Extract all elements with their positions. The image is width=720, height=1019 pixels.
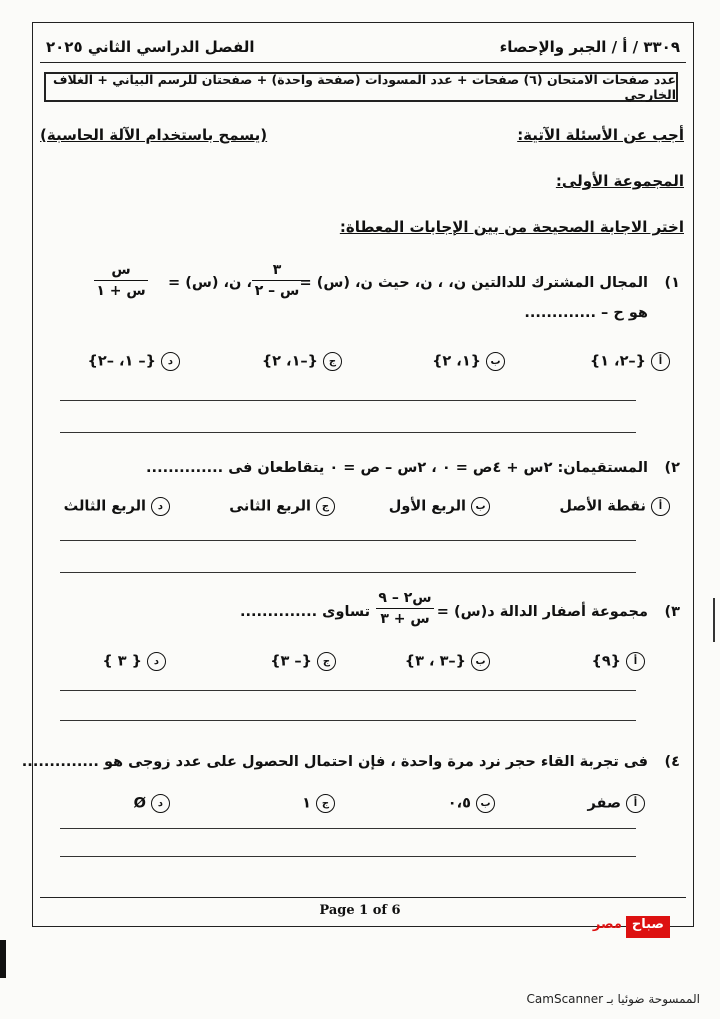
option-letter-circle: د xyxy=(151,794,170,813)
q1-fraction-1 xyxy=(252,262,302,299)
answer-line xyxy=(60,540,636,541)
page-number: Page 1 of 6 xyxy=(319,903,401,918)
footer-divider xyxy=(40,897,686,898)
option-text: { ٣ } xyxy=(102,653,142,670)
option-letter-circle: ب xyxy=(471,497,490,516)
q2-option-a[interactable] xyxy=(559,497,670,516)
option-text: صفر xyxy=(587,795,621,812)
q3-number: ٣) xyxy=(664,604,680,620)
q3-text: مجموعة أصفار الدالة د(س) = xyxy=(436,604,648,620)
option-text: Ø xyxy=(133,795,146,812)
q1-line2: هو ح – ............. xyxy=(524,305,648,321)
option-text: ٠،٥ xyxy=(447,795,471,812)
camscanner-label: الممسوحة ضوئيا بـ CamScanner xyxy=(526,992,700,1006)
q2-text: المستقيمان: ٢س + ٤ص = ٠ ، ٢س – ص = ٠ يتقاطعان فى .............. xyxy=(146,460,648,476)
q3-option-d[interactable] xyxy=(102,652,166,671)
q1-frac1-num: ٣ xyxy=(272,262,282,278)
option-letter-circle: أ xyxy=(651,497,670,516)
q4-option-d[interactable] xyxy=(134,794,170,813)
q4-option-b[interactable] xyxy=(448,794,495,813)
fraction-bar xyxy=(94,280,148,281)
option-text: {–٢، ١} xyxy=(589,353,646,370)
q1-fraction-2 xyxy=(94,262,148,299)
option-text: {–١، ٢} xyxy=(261,353,318,370)
option-letter-circle: ج xyxy=(323,352,342,371)
q1-frac1-den: س – ٢ xyxy=(254,283,300,299)
pages-note: عدد صفحات الامتحان (٦) صفحات + عدد المسودات (صفحة واحدة) + صفحتان للرسم البياني + الغلاف الخارجي xyxy=(52,72,676,102)
scan-edge-mark xyxy=(0,940,6,978)
option-letter-circle: أ xyxy=(626,794,645,813)
answer-line xyxy=(60,828,636,829)
q2-option-c[interactable] xyxy=(229,497,335,516)
option-text: الربع الثانى xyxy=(229,498,311,515)
option-letter-circle: د xyxy=(151,497,170,516)
answer-line xyxy=(60,400,636,401)
option-text: {– ٣} xyxy=(270,653,312,670)
q3-option-a[interactable] xyxy=(591,652,645,671)
q3-frac-num: س٢ – ٩ xyxy=(378,590,432,606)
fraction-bar xyxy=(376,608,434,609)
option-letter-circle: أ xyxy=(651,352,670,371)
brand-watermark xyxy=(560,916,670,938)
answer-line xyxy=(60,856,636,857)
q1-frac2-num: س xyxy=(111,262,131,278)
q3-fraction xyxy=(376,590,434,627)
option-text: {– ١، –٢} xyxy=(87,353,156,370)
q1-option-c[interactable] xyxy=(262,352,342,371)
option-letter-circle: أ xyxy=(626,652,645,671)
q1-frac2-den: س + ١ xyxy=(96,283,146,299)
brand-word-b: مصر xyxy=(592,917,622,932)
q4-number: ٤) xyxy=(664,754,680,770)
answer-line xyxy=(60,690,636,691)
q3-option-b[interactable] xyxy=(405,652,490,671)
group-title: المجموعة الأولى: xyxy=(555,172,684,190)
calculator-note: (يسمح باستخدام الآلة الحاسبة) xyxy=(40,126,268,144)
q2-option-b[interactable] xyxy=(389,497,490,516)
q1-option-d[interactable] xyxy=(88,352,180,371)
option-letter-circle: د xyxy=(147,652,166,671)
option-text: {١، ٢} xyxy=(432,353,481,370)
answer-line xyxy=(60,432,636,433)
q4-option-c[interactable] xyxy=(302,794,335,813)
q1-option-b[interactable] xyxy=(432,352,505,371)
choose-instruction: اختر الاجابة الصحيحة من بين الإجابات المعطاة: xyxy=(339,218,684,236)
q1-option-a[interactable] xyxy=(590,352,670,371)
answer-line xyxy=(60,572,636,573)
q3-text-end: تساوى .............. xyxy=(240,604,371,620)
option-text: ١ xyxy=(302,795,311,812)
option-letter-circle: ج xyxy=(316,794,335,813)
exam-code: ٣٣٠٩ / أ / الجبر والإحصاء xyxy=(499,38,680,56)
q1-number: ١) xyxy=(664,275,680,291)
option-letter-circle: د xyxy=(161,352,180,371)
q1-text-mid: ، ن، (س) = xyxy=(168,275,252,291)
option-text: الربع الثالث xyxy=(63,498,146,515)
q3-frac-den: س + ٣ xyxy=(380,611,430,627)
option-text: {–٣ ، ٣} xyxy=(404,653,466,670)
q2-number: ٢) xyxy=(664,460,680,476)
q4-text: فى تجربة القاء حجر نرد مرة واحدة ، فإن احتمال الحصول على عدد زوجى هو .............. xyxy=(21,754,648,770)
option-letter-circle: ب xyxy=(476,794,495,813)
option-letter-circle: ج xyxy=(317,652,336,671)
q2-option-d[interactable] xyxy=(64,497,170,516)
scan-edge-mark xyxy=(713,598,715,642)
q3-option-c[interactable] xyxy=(270,652,336,671)
option-text: {٩} xyxy=(591,653,621,670)
option-letter-circle: ج xyxy=(316,497,335,516)
option-letter-circle: ب xyxy=(486,352,505,371)
answer-line xyxy=(60,720,636,721)
option-letter-circle: ب xyxy=(471,652,490,671)
brand-word-a: صباح xyxy=(626,916,670,938)
q4-option-a[interactable] xyxy=(588,794,645,813)
header-divider xyxy=(40,62,686,63)
pages-note-box xyxy=(44,72,678,102)
fraction-bar xyxy=(252,280,302,281)
answer-instruction: أجب عن الأسئلة الآتية: xyxy=(517,126,684,144)
option-text: الربع الأول xyxy=(388,498,466,515)
q1-text: المجال المشترك للدالتين ن، ، ن، حيث ن، (س) = xyxy=(299,275,648,291)
semester-title: الفصل الدراسي الثاني ٢٠٢٥ xyxy=(46,38,255,56)
option-text: نقطة الأصل xyxy=(559,498,646,515)
